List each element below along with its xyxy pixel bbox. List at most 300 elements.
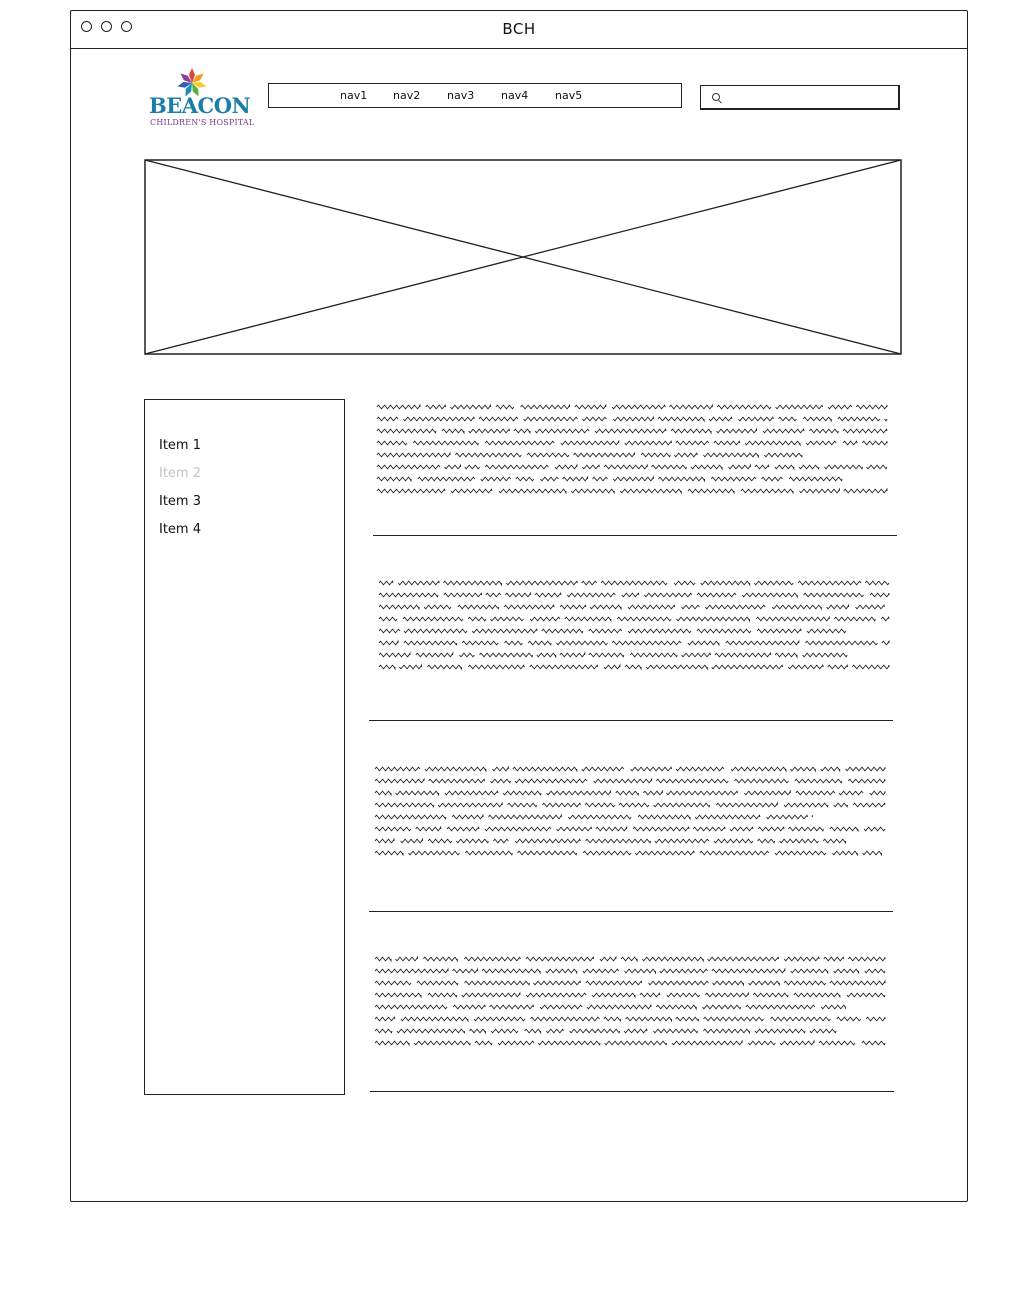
placeholder-word [712, 969, 785, 973]
placeholder-word [756, 617, 829, 621]
placeholder-word [375, 791, 391, 795]
placeholder-word [375, 981, 411, 985]
placeholder-word [758, 839, 775, 843]
placeholder-word [788, 665, 823, 669]
placeholder-word [377, 489, 445, 493]
placeholder-word [468, 665, 524, 669]
placeholder-word [714, 839, 753, 843]
placeholder-word [459, 653, 474, 657]
placeholder-word [741, 489, 793, 493]
placeholder-word [504, 605, 554, 609]
placeholder-word [505, 593, 530, 597]
beacon-logo[interactable] [147, 67, 255, 129]
placeholder-word [795, 779, 842, 783]
placeholder-word [626, 1017, 672, 1021]
placeholder-word [643, 791, 662, 795]
placeholder-word [503, 791, 541, 795]
placeholder-word [379, 605, 419, 609]
placeholder-word [832, 851, 857, 855]
placeholder-word [490, 779, 510, 783]
placeholder-word [791, 969, 828, 973]
placeholder-word [807, 629, 846, 633]
placeholder-word [830, 981, 885, 985]
placeholder-word [592, 993, 635, 997]
placeholder-word [504, 641, 522, 645]
nav-item-1[interactable]: nav1 [340, 89, 368, 102]
placeholder-word [568, 815, 631, 819]
placeholder-word [601, 581, 667, 585]
placeholder-word [748, 981, 779, 985]
placeholder-word [881, 617, 889, 621]
nav-item-5[interactable]: nav5 [555, 89, 583, 102]
placeholder-word [403, 417, 474, 421]
sidebar-item-3[interactable]: Item 3 [159, 494, 201, 509]
placeholder-word [862, 851, 881, 855]
article-block-1 [375, 401, 893, 497]
placeholder-text-lines [377, 577, 891, 673]
divider-3 [369, 911, 893, 912]
placeholder-word [485, 465, 548, 469]
placeholder-word [582, 417, 606, 421]
placeholder-word [799, 489, 839, 493]
placeholder-word [403, 617, 463, 621]
placeholder-word [492, 767, 508, 771]
placeholder-word [515, 779, 587, 783]
placeholder-word [575, 405, 606, 409]
placeholder-word [462, 641, 498, 645]
placeholder-word [778, 417, 796, 421]
placeholder-word [496, 405, 514, 409]
placeholder-word [667, 993, 700, 997]
browser-window [70, 10, 968, 1202]
placeholder-word [493, 839, 508, 843]
placeholder-word [796, 791, 835, 795]
placeholder-word [537, 653, 556, 657]
placeholder-word [844, 489, 887, 493]
placeholder-word [653, 1029, 697, 1033]
placeholder-word [821, 1005, 845, 1009]
placeholder-text-lines [373, 953, 887, 1049]
placeholder-word [658, 477, 704, 481]
placeholder-word [804, 593, 864, 597]
placeholder-word [399, 665, 421, 669]
placeholder-word [612, 405, 665, 409]
placeholder-word [375, 851, 403, 855]
placeholder-text-lines [375, 401, 889, 497]
placeholder-word [828, 405, 852, 409]
placeholder-word [482, 969, 540, 973]
placeholder-word [490, 1005, 534, 1009]
placeholder-word [753, 993, 788, 997]
placeholder-word [864, 827, 885, 831]
placeholder-word [379, 653, 410, 657]
placeholder-word [824, 957, 844, 961]
placeholder-word [428, 839, 452, 843]
placeholder-word [803, 653, 848, 657]
placeholder-word [789, 477, 842, 481]
placeholder-word [731, 767, 786, 771]
placeholder-word [624, 1029, 647, 1033]
placeholder-word [702, 1005, 740, 1009]
placeholder-word [806, 441, 836, 445]
placeholder-word [563, 477, 588, 481]
placeholder-word [561, 441, 619, 445]
placeholder-word [485, 441, 554, 445]
placeholder-word [396, 791, 439, 795]
placeholder-word [790, 767, 815, 771]
placeholder-word [443, 581, 501, 585]
placeholder-word [810, 1029, 836, 1033]
placeholder-word [682, 653, 711, 657]
placeholder-word [616, 791, 639, 795]
window-titlebar [71, 11, 967, 49]
placeholder-word [613, 417, 653, 421]
placeholder-word [379, 593, 438, 597]
placeholder-word [612, 641, 681, 645]
placeholder-word [658, 417, 704, 421]
placeholder-word [379, 629, 400, 633]
placeholder-word [834, 969, 859, 973]
placeholder-word [375, 993, 421, 997]
placeholder-word [423, 957, 457, 961]
sidebar-item-4[interactable]: Item 4 [159, 522, 201, 537]
placeholder-word [375, 957, 391, 961]
placeholder-word [754, 581, 793, 585]
placeholder-word [570, 1029, 620, 1033]
hero-image-placeholder [144, 159, 902, 355]
placeholder-word [693, 827, 725, 831]
placeholder-word [784, 803, 828, 807]
placeholder-word [604, 465, 647, 469]
placeholder-word [656, 1005, 696, 1009]
placeholder-word [856, 405, 887, 409]
placeholder-word [530, 665, 598, 669]
placeholder-word [404, 629, 467, 633]
placeholder-word [630, 653, 677, 657]
placeholder-word [809, 429, 838, 433]
placeholder-word [648, 981, 708, 985]
placeholder-word [557, 827, 592, 831]
placeholder-word [594, 779, 652, 783]
placeholder-word [746, 1005, 815, 1009]
placeholder-word [711, 477, 756, 481]
placeholder-word [414, 1041, 470, 1045]
placeholder-word [530, 1017, 599, 1021]
placeholder-word [641, 453, 670, 457]
nav-item-2[interactable]: nav2 [393, 89, 421, 102]
placeholder-word [865, 969, 885, 973]
placeholder-word [715, 653, 771, 657]
logo-subtitle: CHILDREN'S HOSPITAL [150, 118, 255, 127]
placeholder-word [738, 417, 773, 421]
placeholder-word [845, 767, 885, 771]
placeholder-word [521, 405, 570, 409]
placeholder-word [852, 665, 889, 669]
placeholder-word [462, 993, 520, 997]
placeholder-word [451, 489, 492, 493]
placeholder-word [547, 791, 611, 795]
placeholder-word [379, 581, 393, 585]
placeholder-word [514, 429, 530, 433]
placeholder-word [651, 465, 686, 469]
placeholder-word [870, 791, 885, 795]
placeholder-word [540, 477, 558, 481]
placeholder-word [481, 477, 511, 481]
divider-1 [373, 535, 897, 536]
placeholder-word [375, 767, 420, 771]
sidebar-menu [144, 399, 345, 1095]
placeholder-word [755, 1029, 805, 1033]
placeholder-word [827, 605, 849, 609]
placeholder-word [803, 417, 831, 421]
placeholder-word [485, 827, 551, 831]
placeholder-word [717, 429, 757, 433]
placeholder-word [646, 665, 707, 669]
placeholder-word [853, 803, 885, 807]
placeholder-word [377, 429, 436, 433]
placeholder-word [401, 1017, 468, 1021]
placeholder-word [583, 969, 619, 973]
placeholder-word [524, 417, 578, 421]
placeholder-word [555, 465, 577, 469]
placeholder-word [688, 489, 734, 493]
placeholder-word [862, 1041, 885, 1045]
placeholder-word [593, 477, 608, 481]
placeholder-word [453, 1005, 485, 1009]
placeholder-word [516, 477, 534, 481]
placeholder-word [784, 981, 826, 985]
placeholder-word [465, 851, 512, 855]
placeholder-word [654, 803, 710, 807]
placeholder-word [450, 405, 490, 409]
placeholder-word [628, 629, 691, 633]
placeholder-word [490, 617, 523, 621]
placeholder-word [688, 641, 719, 645]
placeholder-word [819, 1041, 855, 1045]
placeholder-word [375, 779, 424, 783]
placeholder-word [705, 605, 765, 609]
article-block-3 [373, 763, 891, 859]
placeholder-word [838, 417, 880, 421]
placeholder-word [794, 993, 840, 997]
placeholder-word [730, 827, 753, 831]
placeholder-word [771, 1017, 831, 1021]
placeholder-word [728, 465, 750, 469]
placeholder-word [397, 1029, 465, 1033]
placeholder-word [377, 477, 411, 481]
placeholder-word [475, 1041, 492, 1045]
placeholder-word [843, 441, 857, 445]
placeholder-word [395, 957, 417, 961]
placeholder-word [862, 441, 887, 445]
placeholder-word [586, 981, 642, 985]
placeholder-word [605, 1041, 667, 1045]
placeholder-word [456, 839, 488, 843]
placeholder-word [480, 653, 533, 657]
placeholder-word [375, 839, 394, 843]
divider-4 [370, 1091, 894, 1092]
placeholder-word [742, 593, 797, 597]
placeholder-word [617, 617, 671, 621]
search-box[interactable] [700, 85, 900, 110]
placeholder-word [377, 441, 407, 445]
placeholder-word [417, 981, 458, 985]
placeholder-word [866, 1017, 885, 1021]
placeholder-word [867, 465, 887, 469]
placeholder-word [656, 779, 728, 783]
placeholder-word [780, 1041, 814, 1045]
placeholder-word [379, 665, 395, 669]
placeholder-word [379, 641, 398, 645]
placeholder-word [674, 581, 695, 585]
nav-item-3[interactable]: nav3 [447, 89, 475, 102]
nav-item-4[interactable]: nav4 [501, 89, 529, 102]
placeholder-word [672, 1041, 742, 1045]
placeholder-word [705, 993, 748, 997]
placeholder-word [669, 405, 712, 409]
placeholder-word [468, 617, 486, 621]
placeholder-word [757, 629, 801, 633]
placeholder-word [635, 851, 694, 855]
placeholder-word [565, 617, 611, 621]
placeholder-word [823, 839, 845, 843]
placeholder-word [583, 851, 631, 855]
placeholder-word [613, 477, 653, 481]
placeholder-word [428, 993, 457, 997]
placeholder-word [701, 581, 750, 585]
placeholder-word [714, 441, 740, 445]
placeholder-word [416, 653, 453, 657]
placeholder-word [452, 815, 483, 819]
placeholder-word [375, 1005, 447, 1009]
placeholder-word [375, 1041, 409, 1045]
placeholder-word [596, 827, 627, 831]
placeholder-word [764, 453, 802, 457]
placeholder-word [870, 593, 889, 597]
placeholder-word [620, 489, 681, 493]
placeholder-word [464, 981, 529, 985]
placeholder-word [788, 827, 823, 831]
placeholder-word [775, 851, 826, 855]
placeholder-word [798, 581, 861, 585]
article-block-2 [377, 577, 895, 673]
placeholder-word [513, 767, 577, 771]
placeholder-word [533, 981, 580, 985]
placeholder-word [703, 1029, 749, 1033]
placeholder-word [628, 605, 675, 609]
placeholder-word [709, 417, 732, 421]
placeholder-word [625, 665, 641, 669]
placeholder-word [821, 767, 840, 771]
placeholder-word [542, 803, 580, 807]
placeholder-word [695, 815, 760, 819]
placeholder-word [465, 465, 480, 469]
sidebar-item-1[interactable]: Item 1 [159, 438, 201, 453]
placeholder-word [716, 803, 777, 807]
placeholder-word [560, 653, 585, 657]
placeholder-word [775, 465, 794, 469]
placeholder-word [839, 791, 863, 795]
placeholder-word [655, 839, 709, 843]
placeholder-word [375, 803, 434, 807]
placeholder-word [855, 605, 884, 609]
placeholder-word [700, 851, 769, 855]
placeholder-word [556, 641, 607, 645]
placeholder-word [404, 641, 457, 645]
placeholder-word [479, 417, 518, 421]
placeholder-word [507, 803, 536, 807]
placeholder-word [438, 803, 502, 807]
placeholder-text-lines [373, 763, 887, 859]
placeholder-word [377, 453, 450, 457]
placeholder-word [506, 581, 577, 585]
placeholder-word [426, 405, 446, 409]
placeholder-word [671, 429, 711, 433]
placeholder-word [631, 767, 672, 771]
placeholder-word [604, 1017, 621, 1021]
placeholder-word [528, 641, 551, 645]
placeholder-word [748, 1041, 775, 1045]
placeholder-word [491, 1029, 518, 1033]
placeholder-word [676, 441, 709, 445]
placeholder-word [540, 1005, 582, 1009]
placeholder-word [828, 665, 848, 669]
placeholder-word [582, 465, 599, 469]
placeholder-word [676, 767, 724, 771]
placeholder-word [837, 1017, 861, 1021]
placeholder-word [638, 815, 690, 819]
placeholder-word [590, 605, 621, 609]
placeholder-word [377, 465, 440, 469]
placeholder-word [586, 839, 651, 843]
search-input[interactable] [727, 89, 892, 105]
placeholder-word [582, 767, 624, 771]
placeholder-word [416, 827, 441, 831]
placeholder-word [444, 593, 482, 597]
placeholder-word [525, 1029, 541, 1033]
placeholder-word [526, 957, 594, 961]
placeholder-word [676, 1017, 699, 1021]
placeholder-word [775, 653, 797, 657]
placeholder-word [848, 957, 885, 961]
placeholder-word [538, 1041, 600, 1045]
placeholder-word [377, 405, 420, 409]
placeholder-word [697, 593, 736, 597]
placeholder-word [530, 617, 560, 621]
placeholder-word [567, 593, 615, 597]
sidebar-item-2: Item 2 [159, 466, 201, 481]
logo-wordmark: BEACON [149, 93, 251, 118]
placeholder-word [619, 803, 649, 807]
placeholder-word [882, 641, 889, 645]
placeholder-word [445, 465, 461, 469]
placeholder-word [621, 957, 637, 961]
placeholder-word [848, 779, 885, 783]
main-nav [268, 83, 682, 108]
placeholder-word [704, 1017, 764, 1021]
placeholder-word [486, 593, 501, 597]
placeholder-word [799, 465, 819, 469]
placeholder-word [424, 605, 451, 609]
placeholder-word [784, 957, 819, 961]
placeholder-word [604, 665, 620, 669]
placeholder-word [546, 969, 577, 973]
placeholder-word [834, 803, 848, 807]
placeholder-word [442, 429, 464, 433]
placeholder-word [498, 1041, 534, 1045]
placeholder-word [447, 827, 479, 831]
placeholder-word [413, 441, 478, 445]
